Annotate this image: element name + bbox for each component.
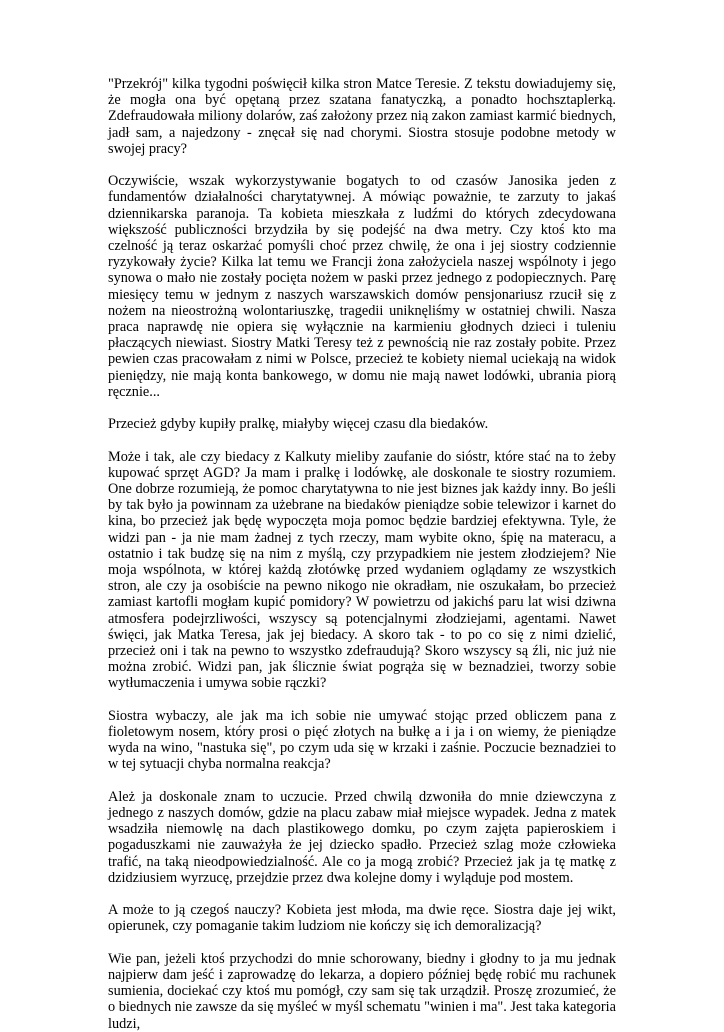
document-page (108, 76, 616, 1032)
paragraph-5: Siostra wybaczy, ale jak ma ich sobie nie umywać stojąc przed obliczem pana z fioletowym nosem, który prosi o pięć złotych na bułkę a i ja i on wiemy, że pieniądze wyda na wino, "nastuka się", po czym uda się w krzaki i zaśnie. Poczucie beznadziei to w tej sytuacji chyba normalna reakcja? (108, 707, 616, 773)
paragraph-8: Wie pan, jeżeli ktoś przychodzi do mnie schorowany, biedny i głodny to ja mu jednak najpierw dam jeść i zaprowadzę do lekarza, a dopiero później będę robić mu rachunek sumienia, dociekać czy ktoś mu pomógł, czy sam się tak urządził. Proszę zrozumieć, że o biednych nie zawsze da się myśleć w myśl schematu "winien i ma". Jest taka kategoria ludzi, (108, 950, 616, 1032)
paragraph-2: Oczywiście, wszak wykorzystywanie bogatych to od czasów Janosika jeden z fundamentów działalności charytatywnej. A mówiąc poważnie, te zarzuty to jakaś dziennikarska paranoja. Ta kobieta mieszkała z ludźmi do których zdecydowana większość publiczności brzydziła by się podejść na dwa metry. Czy ktoś kto ma czelność ją teraz oskarżać pomyśli choć przez chwilę, że ona i jej siostry codziennie ryzykowały życie? Kilka lat temu we Francji żona założyciela naszej wspólnoty i jego synowa o mało nie zostały pocięta nożem w paski przez jednego z podopiecznych. Parę miesięcy temu w jednym z naszych warszawskich domów pensjonariusz rzucił się z nożem na nieostrożną wolontariuszkę, tragedii uniknęliśmy w ostatniej chwili. Nasza praca naprawdę nie opiera się wyłącznie na karmieniu głodnych dzieci i tuleniu płaczących niewiast. Siostry Matki Teresy też z pewnością nie raz zostały pobite. Przez pewien czas pracowałam z nimi w Polsce, przecież te kobiety niemal uciekają na widok pieniędzy, nie mają konta bankowego, w domu nie mają nawet lodówki, ubrania piorą ręcznie... (108, 173, 616, 400)
paragraph-6: Ależ ja doskonale znam to uczucie. Przed chwilą dzwoniła do mnie dziewczyna z jednego z naszych domów, gdzie na placu zabaw miał miejsce wypadek. Jedna z matek wsadziła niemowlę na dach plastikowego domku, po czym zajęta papieroskiem i pogaduszkami nie zauważyła że jej dziecko spadło. Przecież szlag może człowieka trafić, na taką nieodpowiedzialność. Ale co ja mogą zrobić? Przecież jak ja tę matkę z dzidziusiem wyrzucę, przejdzie przez dwa kolejne domy i wyląduje pod mostem. (108, 788, 616, 886)
paragraph-1: "Przekrój" kilka tygodni poświęcił kilka stron Matce Teresie. Z tekstu dowiadujemy się, że mogła ona być opętaną przez szatana fanatyczką, a ponadto hochsztaplerką. Zdefraudowała miliony dolarów, zaś założony przez nią zakon zamiast karmić biednych, jadł sam, a najedzony - znęcał się nad chorymi. Siostra stosuje podobne metody w swojej pracy? (108, 76, 616, 157)
paragraph-7: A może to ją czegoś nauczy? Kobieta jest młoda, ma dwie ręce. Siostra daje jej wikt, opierunek, czy pomaganie takim ludziom nie kończy się ich demoralizacją? (108, 902, 616, 935)
paragraph-4: Może i tak, ale czy biedacy z Kalkuty mieliby zaufanie do sióstr, które stać na to żeby kupować sprzęt AGD? Ja mam i pralkę i lodówkę, ale doskonale te siostry rozumiem. One dobrze rozumieją, że pomoc charytatywna to nie jest biznes jak każdy inny. Bo jeśli by tak było ja powinnam za użebrane na biedaków pieniądze sobie telewizor i karnet do kina, bo przecież jak będę wypoczęta moja pomoc będzie bardziej efektywna. Tyle, że widzi pan - ja nie mam żadnej z tych rzeczy, mam wybite okno, śpię na materacu, a ostatnio i tak budzę się na nim z myślą, czy przypadkiem nie jestem złodziejem? Nie moja wspólnota, w której każdą złotówkę przed wydaniem oglądamy ze wszystkich stron, ale czy ja osobiście na pewno nikogo nie okradłam, nie oszukałam, bo przecież zamiast kartofli mogłam kupić pomidory? W powietrzu od jakichś paru lat wisi dziwna atmosfera podejrzliwości, wszyscy są potencjalnymi złodziejami, agentami. Nawet święci, jak Matka Teresa, jak jej biedacy. A skoro tak - to po co się z nimi dzielić, przecież oni i tak na pewno to wszystko zdefraudują? Skoro wszyscy są źli, nic już nie można zrobić. Widzi pan, jak ślicznie świat pogrąża się w beznadziei, tworzy sobie wytłumaczenia i umywa sobie rączki? (108, 448, 616, 692)
paragraph-3: Przecież gdyby kupiły pralkę, miałyby więcej czasu dla biedaków. (108, 416, 489, 433)
